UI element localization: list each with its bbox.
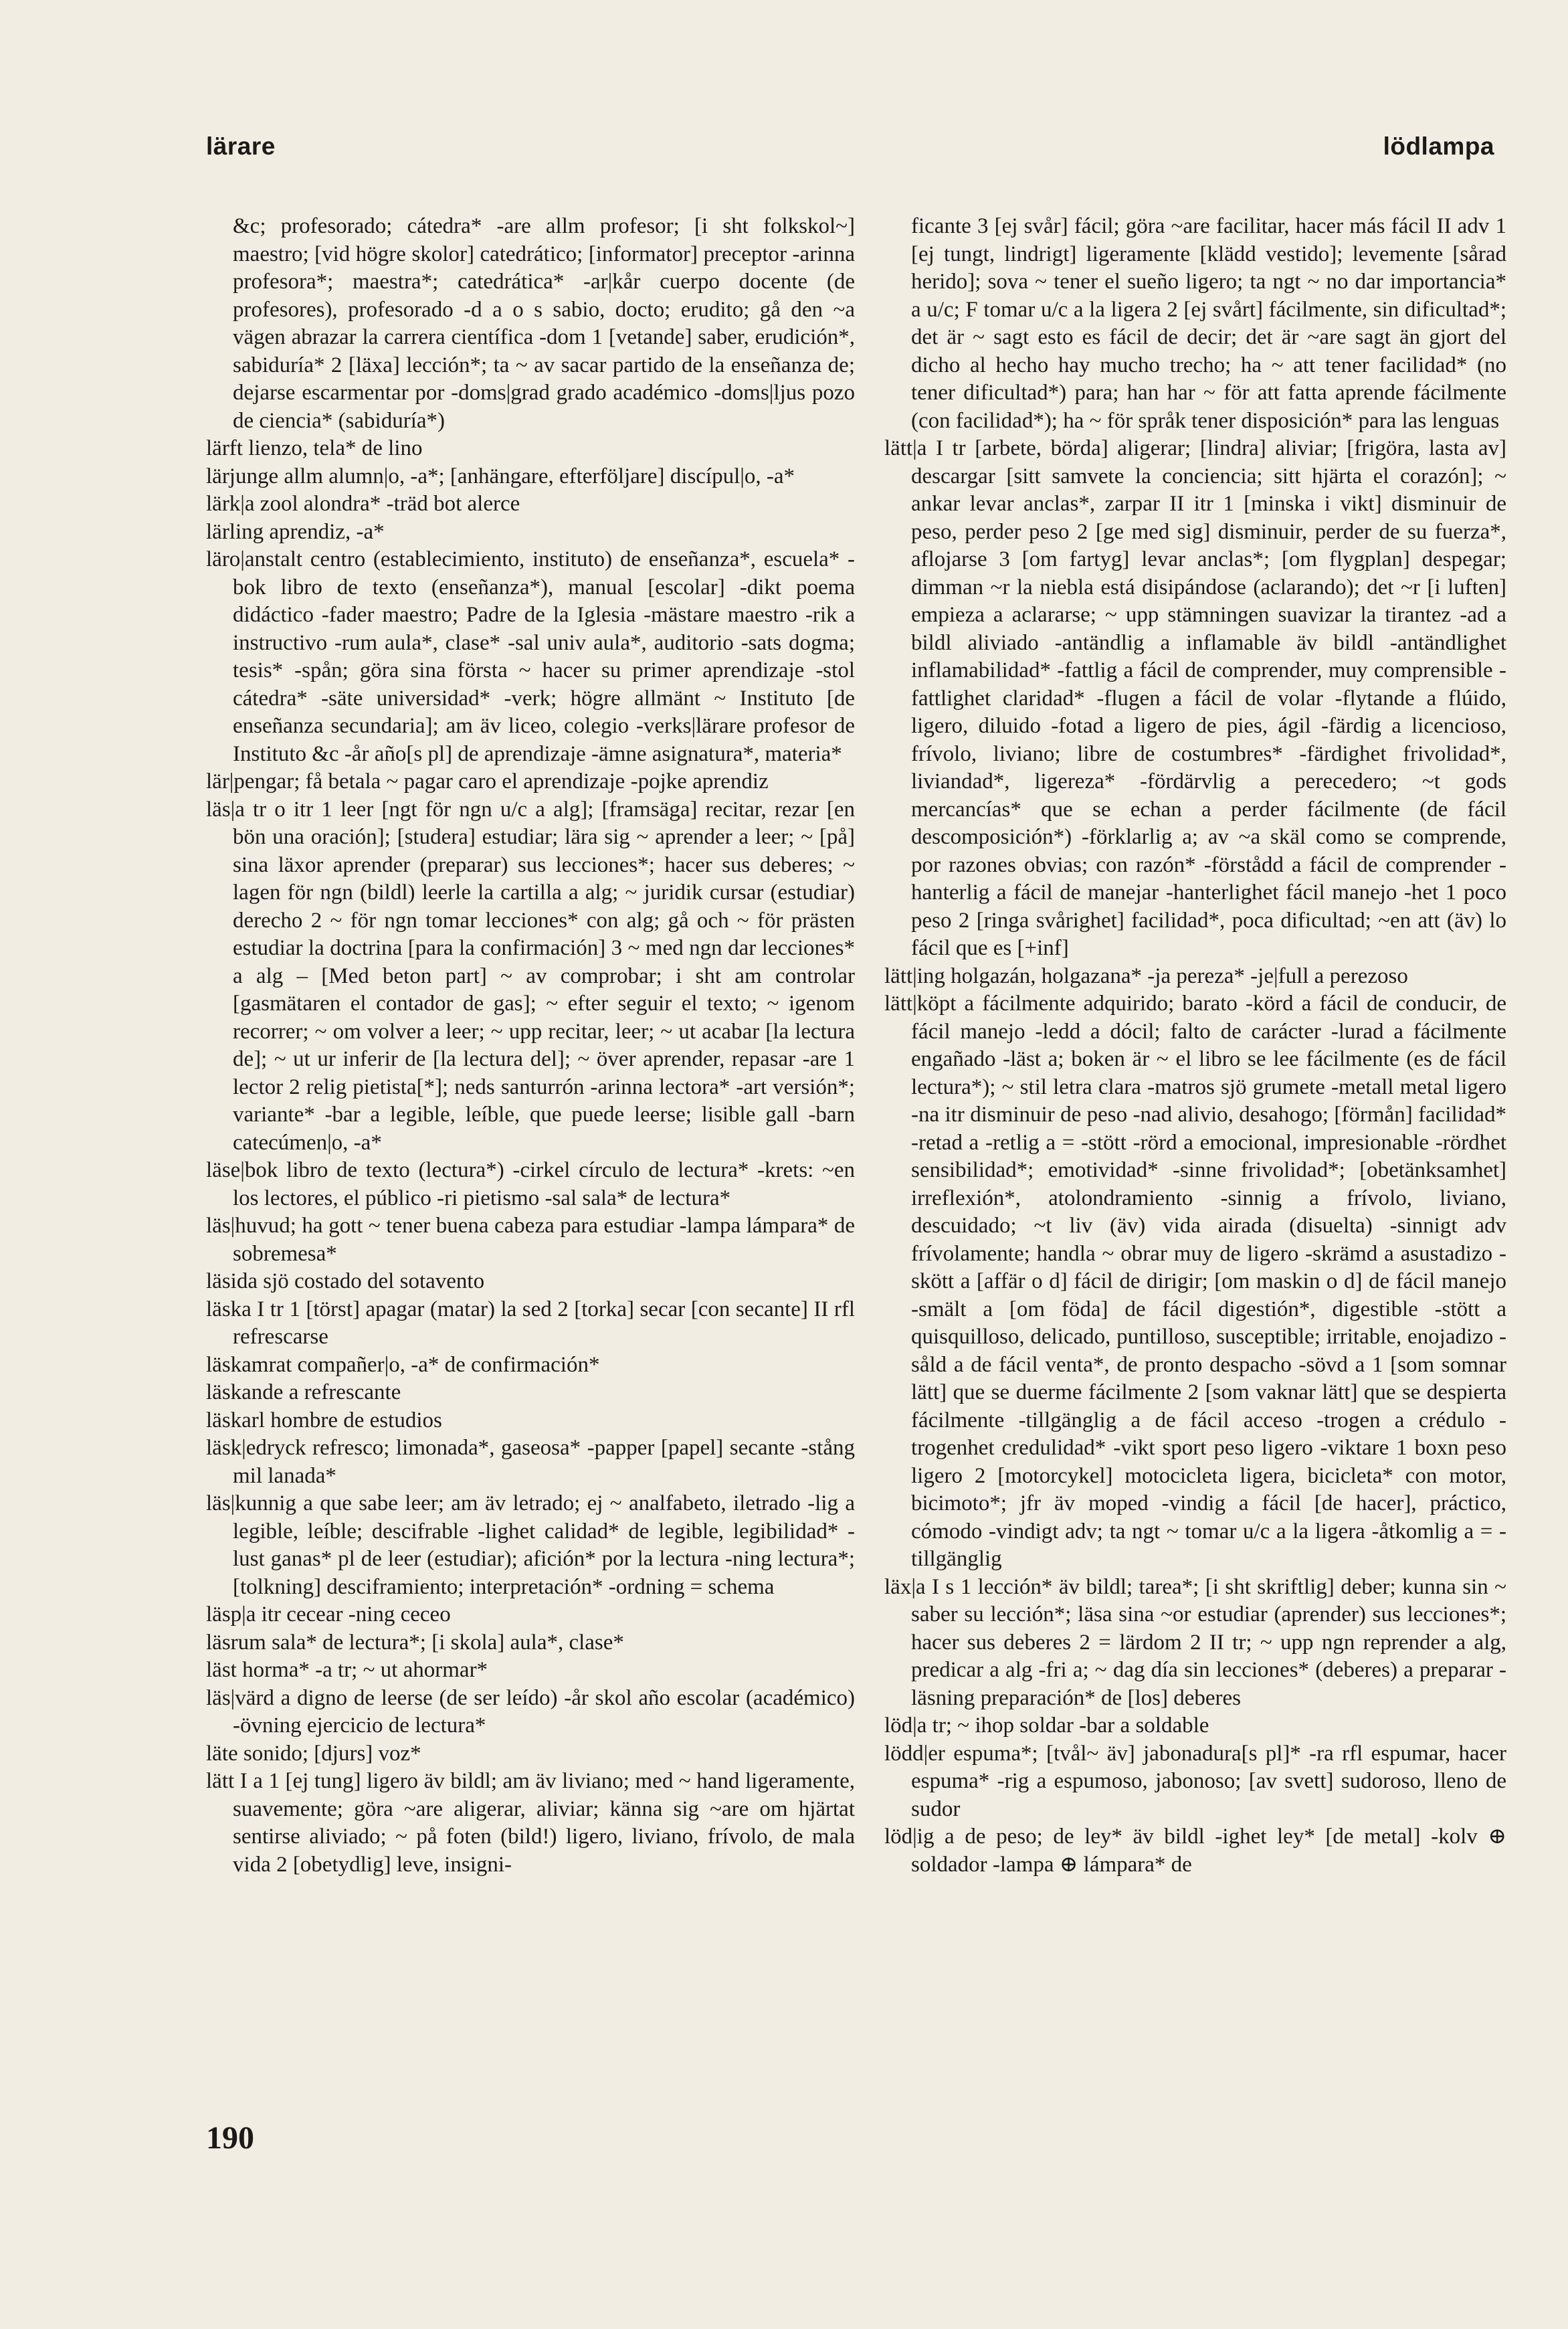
dictionary-entry: &c; profesorado; cátedra* -are allm profesor; [i sht folkskol~] maestro; [vid högre skolor] catedrático; [informator] preceptor -arinna profesora*; maestra*; catedrática* -ar|kår cuerpo docente (de profesores), profesorado -d a o s sabio, docto; erudito; gå den ~a vägen abrazar la carrera científica -dom 1 [vetande] saber, erudición*, sabiduría* 2 [läxa] lección*; ta ~ av sacar partido de la enseñanza de; dejarse escarmentar por -doms|grad grado académico -doms|ljus pozo de ciencia* (sabiduría*) [233, 214, 855, 433]
dictionary-entry: läs|kunnig a que sabe leer; am äv letrado; ej ~ analfabeto, iletrado -lig a legible, leíble; descifrable -lighet calidad* de legible, legibilidad* -lust ganas* pl de leer (estudiar); afición* por la lectura -ning lectura*; [tolkning] desciframiento; interpretación* -ordning = schema [206, 1491, 855, 1599]
right-column [884, 213, 1506, 1879]
dictionary-entry: ficante 3 [ej svår] fácil; göra ~are facilitar, hacer más fácil II adv 1 [ej tungt, lindrigt] ligeramente [klädd vestido]; levemente [sårad herido]; sova ~ tener el sueño ligero; ta ngt ~ no dar importancia* a u/c; F tomar u/c a la ligera 2 [ej svårt] fácilmente, sin dificultad*; det är ~ sagt esto es fácil de decir; det är ~are sagt än gjort del dicho al hecho hay mucho trecho; ha ~ att tener facilidad* (no tener dificultad*) para; han har ~ för att fatta aprende fácilmente (con facilidad*); ha ~ för språk tener disposición* para las lenguas [911, 214, 1506, 433]
dictionary-entry: lär|pengar; få betala ~ pagar caro el aprendizaje -pojke aprendiz [206, 769, 769, 794]
dictionary-entry: läskarl hombre de estudios [206, 1408, 442, 1432]
dictionary-entry: löd|a tr; ~ ihop soldar -bar a soldable [884, 1713, 1209, 1738]
dictionary-entry: läst horma* -a tr; ~ ut ahormar* [206, 1658, 488, 1682]
dictionary-entry: lärling aprendiz, -a* [206, 519, 385, 544]
dictionary-entry: lätt|a I tr [arbete, börda] aligerar; [lindra] aliviar; [frigöra, lasta av] descargar [sitt samvete la conciencia; sitt hjärta el corazón]; ~ ankar levar anclas*, zarpar II itr 1 [minska i vikt] disminuir de peso, perder peso 2 [ge med sig] disminuir, perder de su fuerza*, aflojarse 3 [om fartyg] levar anclas*; [om flygplan] despegar; dimman ~r la niebla está disipándose (aclarando); det ~r [i luften] empieza a aclararse; ~ upp stämningen suavizar la tirantez -ad a bildl aliviado -antändlig a inflamable äv bildl -antändlighet inflamabilidad* -fattlig a fácil de comprender, muy comprensible -fattlighet claridad* -flugen a fácil de volar -flytande a flúido, ligero, diluido -fotad a ligero de pies, ágil -färdig a licencioso, frívolo, liviano; libre de costumbres* -färdighet frivolidad*, liviandad*, ligereza* -fördärvlig a perecedero; ~t gods mercancías* que se echan a perder fácilmente (de fácil descomposición*) -förklarlig a; av ~a skäl como se comprende, por razones obvias; con razón* -förstådd a fácil de comprender -hanterlig a fácil de manejar -hanterlighet fácil manejo -het 1 poco peso 2 [ringa svårighet] facilidad*, poca dificultad; ~en att (äv) lo fácil que es [+inf] [884, 436, 1506, 960]
dictionary-entry: läska I tr 1 [törst] apagar (matar) la sed 2 [torka] secar [con secante] II rfl refrescarse [206, 1297, 855, 1349]
dictionary-entry: läskande a refrescante [206, 1380, 401, 1404]
dictionary-entry: lärjunge allm alumn|o, -a*; [anhängare, efterföljare] discípul|o, -a* [206, 464, 795, 488]
dictionary-entry: läsida sjö costado del sotavento [206, 1269, 485, 1293]
page-number: 190 [206, 2120, 254, 2156]
dictionary-entry: läsp|a itr cecear -ning ceceo [206, 1602, 451, 1626]
dictionary-entry: läro|anstalt centro (establecimiento, instituto) de enseñanza*, escuela* -bok libro de texto (enseñanza*), manual [escolar] -dikt poema didáctico -fader maestro; Padre de la Iglesia -mästare maestro -rik a instructivo -rum aula*, clase* -sal univ aula*, auditorio -sats dogma; tesis* -spån; göra sina första ~ hacer su primer aprendizaje -stol cátedra* -säte universidad* -verk; högre allmänt ~ Instituto [de enseñanza secundaria]; am äv liceo, colegio -verks|lärare profesor de Instituto &c -år año[s pl] de aprendizaje -ämne asignatura*, materia* [206, 547, 855, 766]
dictionary-entry: läsk|edryck refresco; limonada*, gaseosa* -papper [papel] secante -stång mil lanada* [206, 1436, 855, 1488]
dictionary-entry: läs|värd a digno de leerse (de ser leído) -år skol año escolar (académico) -övning ejercicio de lectura* [206, 1685, 855, 1738]
guide-word-right: lödlampa [1383, 132, 1494, 160]
guide-word-left: lärare [206, 132, 276, 160]
dictionary-entry: lätt|ing holgazán, holgazana* -ja pereza* -je|full a perezoso [884, 963, 1408, 988]
dictionary-entry: läse|bok libro de texto (lectura*) -cirkel círculo de lectura* -krets: ~en los lectores, el público -ri pietismo -sal sala* de lectura* [206, 1158, 855, 1210]
dictionary-entry: läte sonido; [djurs] voz* [206, 1741, 421, 1766]
dictionary-entry: lärk|a zool alondra* -träd bot alerce [206, 492, 520, 516]
left-column [206, 213, 855, 1879]
dictionary-entry: lätt|köpt a fácilmente adquirido; barato -körd a fácil de conducir, de fácil manejo -ledd a dócil; falto de carácter -lurad a fácilmente engañado -läst a; boken är ~ el libro se lee fácilmente (es de fácil lectura*); ~ stil letra clara -matros sjö grumete -metall metal ligero -na itr disminuir de peso -nad alivio, desahogo; [förmån] facilidad* -retad a -retlig a = -stött -rörd a emocional, impresionable -rördhet sensibilidad*; emotividad* -sinne frivolidad*; [obetänksamhet] irreflexión*, atolondramiento -sinnig a frívolo, liviano, descuidado; ~t liv (äv) vida airada (disuelta) -sinnigt adv frívolamente; handla ~ obrar muy de ligero -skrämd a asustadizo -skött a [affär o d] fácil de dirigir; [om maskin o d] de fácil manejo -smält a [om föda] de fácil digestión*, digestible -stött a quisquilloso, delicado, puntilloso, susceptible; irritable, enojadizo -såld a de fácil venta*, de pronto despacho -sövd a 1 [som somnar lätt] que se duerme fácilmente 2 [som vaknar lätt] que se despierta fácilmente -tillgänglig a de fácil acceso -trogen a crédulo -trogenhet credulidad* -vikt sport peso ligero -viktare 1 boxn peso ligero 2 [motorcykel] motocicleta ligera, bicicleta* con motor, bicimoto*; jfr äv moped -vindig a fácil [de hacer], práctico, cómodo -vindigt adv; ta ngt ~ tomar u/c a la ligera -åtkomlig a = -tillgänglig [884, 992, 1506, 1571]
dictionary-entry: läsrum sala* de lectura*; [i skola] aula*, clase* [206, 1630, 624, 1655]
dictionary-entry: lätt I a 1 [ej tung] ligero äv bildl; am äv liviano; med ~ hand ligeramente, suavemente; göra ~are aligerar, aliviar; känna sig ~are om hjärtat sentirse aliviado; ~ på foten (bild!) ligero, liviano, frívolo, de mala vida 2 [obetydlig] leve, insigni- [206, 1769, 855, 1877]
dictionary-entry: lärft lienzo, tela* de lino [206, 436, 423, 460]
dictionary-entry: löd|ig a de peso; de ley* äv bildl -ighet ley* [de metal] -kolv ⊕ soldador -lampa ⊕ lámpara* de [884, 1825, 1506, 1877]
dictionary-entry: läs|a tr o itr 1 leer [ngt för ngn u/c a alg]; [framsäga] recitar, rezar [en bön una oración]; [studera] estudiar; lära sig ~ aprender a leer; ~ [på] sina läxor aprender (preparar) sus lecciones*; hacer sus deberes; ~ lagen för ngn (bildl) leerle la cartilla a alg; ~ juridik cursar (estudiar) derecho 2 ~ för ngn tomar lecciones* con alg; gå och ~ för prästen estudiar la doctrina [para la confirmación] 3 ~ med ngn dar lecciones* a alg – [Med beton part] ~ av comprobar; i sht am controlar [gasmätaren el contador de gas]; ~ efter seguir el texto; ~ igenom recorrer; ~ om volver a leer; ~ upp recitar, leer; ~ ut acabar [la lectura de]; ~ ut ur inferir de [la lectura del]; ~ över aprender, repasar -are 1 lector 2 relig pietista[*]; neds santurrón -arinna lectora* -art versión*; variante* -bar a legible, leíble, que puede leerse; lisible gall -barn catecúmen|o, -a* [206, 797, 855, 1155]
dictionary-entry: läx|a I s 1 lección* äv bildl; tarea*; [i sht skriftlig] deber; kunna sin ~ saber su lección*; läsa sina ~or estudiar (aprender) sus lecciones*; hacer sus deberes 2 = lärdom 2 II tr; ~ upp ngn reprender a alg, predicar a alg -fri a; ~ dag día sin lecciones* (deberes) a preparar -läsning preparación* de [los] deberes [884, 1574, 1506, 1710]
dictionary-entry: läs|huvud; ha gott ~ tener buena cabeza para estudiar -lampa lámpara* de sobremesa* [206, 1214, 855, 1266]
dictionary-entry: lödd|er espuma*; [tvål~ äv] jabonadura[s pl]* -ra rfl espumar, hacer espuma* -rig a espumoso, jabonoso; [av svett] sudoroso, lleno de sudor [884, 1741, 1506, 1821]
dictionary-entry: läskamrat compañer|o, -a* de confirmación* [206, 1352, 600, 1377]
